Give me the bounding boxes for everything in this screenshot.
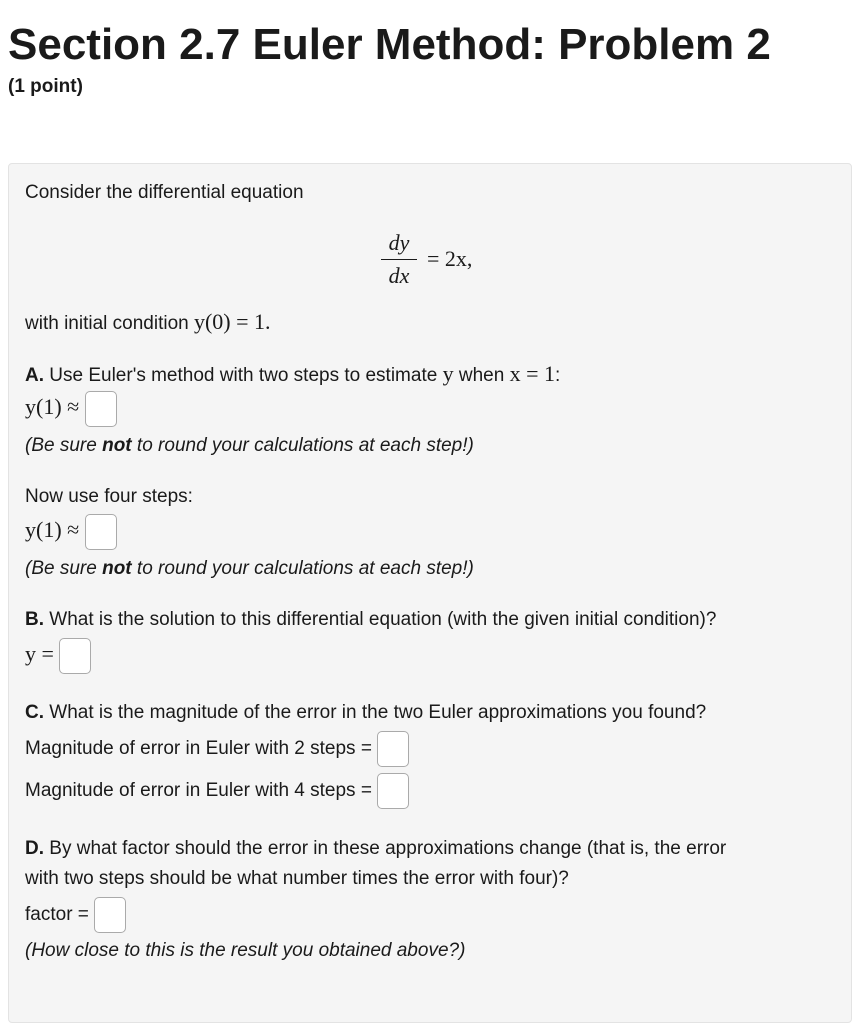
points-label: (1 point) bbox=[8, 76, 83, 97]
part-a-note bbox=[25, 434, 474, 458]
part-a-note-pre: (Be sure bbox=[25, 435, 103, 456]
fraction-denominator: dx bbox=[388, 263, 410, 288]
part-a-cond: x = 1 bbox=[509, 361, 555, 386]
part-a2-note-pre: (Be sure bbox=[25, 558, 103, 579]
part-c-row-2 bbox=[25, 773, 409, 809]
part-a-text: Use Euler's method with two steps to estimate bbox=[44, 365, 443, 386]
part-a2-answer-row bbox=[25, 514, 117, 550]
part-d-label: D. bbox=[25, 838, 44, 859]
derivative-fraction bbox=[381, 230, 417, 289]
part-b-answer-input[interactable] bbox=[59, 638, 91, 674]
part-a2-note-post: to round your calculations at each step!) bbox=[131, 558, 474, 579]
initial-condition-math: y(0) = 1. bbox=[193, 309, 271, 334]
part-a2-note bbox=[25, 557, 474, 581]
intro-text: Consider the differential equation bbox=[25, 182, 304, 203]
part-a-note-post: to round your calculations at each step!) bbox=[131, 435, 474, 456]
part-d-text-1: By what factor should the error in these approximations change (that is, the error bbox=[44, 838, 727, 859]
part-c-label: C. bbox=[25, 702, 44, 723]
part-a-var: y bbox=[442, 361, 454, 386]
part-d-question-line-2: with two steps should be what number times the error with four)? bbox=[25, 868, 569, 889]
part-b-label: B. bbox=[25, 609, 44, 630]
part-a2-note-bold: not bbox=[102, 558, 132, 579]
part-c-two-steps-input[interactable] bbox=[377, 731, 409, 767]
part-d-factor-label: factor = bbox=[25, 904, 89, 926]
part-a-answer-prefix: y(1) ≈ bbox=[25, 394, 80, 420]
part-d-note: (How close to this is the result you obtained above?) bbox=[25, 940, 466, 961]
part-a2-question: Now use four steps: bbox=[25, 486, 193, 507]
part-b-question bbox=[25, 608, 716, 632]
initial-condition-text: with initial condition bbox=[25, 313, 194, 334]
part-a-text3: : bbox=[554, 365, 561, 386]
part-a2-answer-prefix: y(1) ≈ bbox=[25, 517, 80, 543]
part-b-text: What is the solution to this differential equation (with the given initial condition)? bbox=[44, 609, 717, 630]
part-c-four-steps-input[interactable] bbox=[377, 773, 409, 809]
equation-rhs: = 2x, bbox=[427, 246, 473, 271]
page-title: Section 2.7 Euler Method: Problem 2 bbox=[8, 20, 771, 69]
fraction-bar bbox=[381, 259, 417, 260]
part-a-answer-input[interactable] bbox=[85, 391, 117, 427]
part-c-question bbox=[25, 701, 706, 725]
initial-condition bbox=[25, 310, 271, 336]
part-d-factor-input[interactable] bbox=[94, 897, 126, 933]
part-b-answer-row bbox=[25, 638, 91, 674]
part-a-question bbox=[25, 362, 560, 388]
part-c-row-1-label: Magnitude of error in Euler with 2 steps = bbox=[25, 738, 372, 760]
part-a-label: A. bbox=[25, 365, 44, 386]
part-b-answer-prefix: y = bbox=[25, 641, 54, 667]
part-c-row-1 bbox=[25, 731, 409, 767]
part-a2-answer-input[interactable] bbox=[85, 514, 117, 550]
part-a-note-bold: not bbox=[102, 435, 132, 456]
part-d-question-line-1 bbox=[25, 837, 726, 861]
part-c-row-2-label: Magnitude of error in Euler with 4 steps = bbox=[25, 780, 372, 802]
problem-box bbox=[8, 163, 852, 1023]
part-c-text: What is the magnitude of the error in the two Euler approximations you found? bbox=[44, 702, 707, 723]
part-a-answer-row bbox=[25, 391, 117, 427]
part-a-text2: when bbox=[453, 365, 510, 386]
fraction-numerator: dy bbox=[388, 230, 410, 255]
part-d-answer-row bbox=[25, 897, 126, 933]
